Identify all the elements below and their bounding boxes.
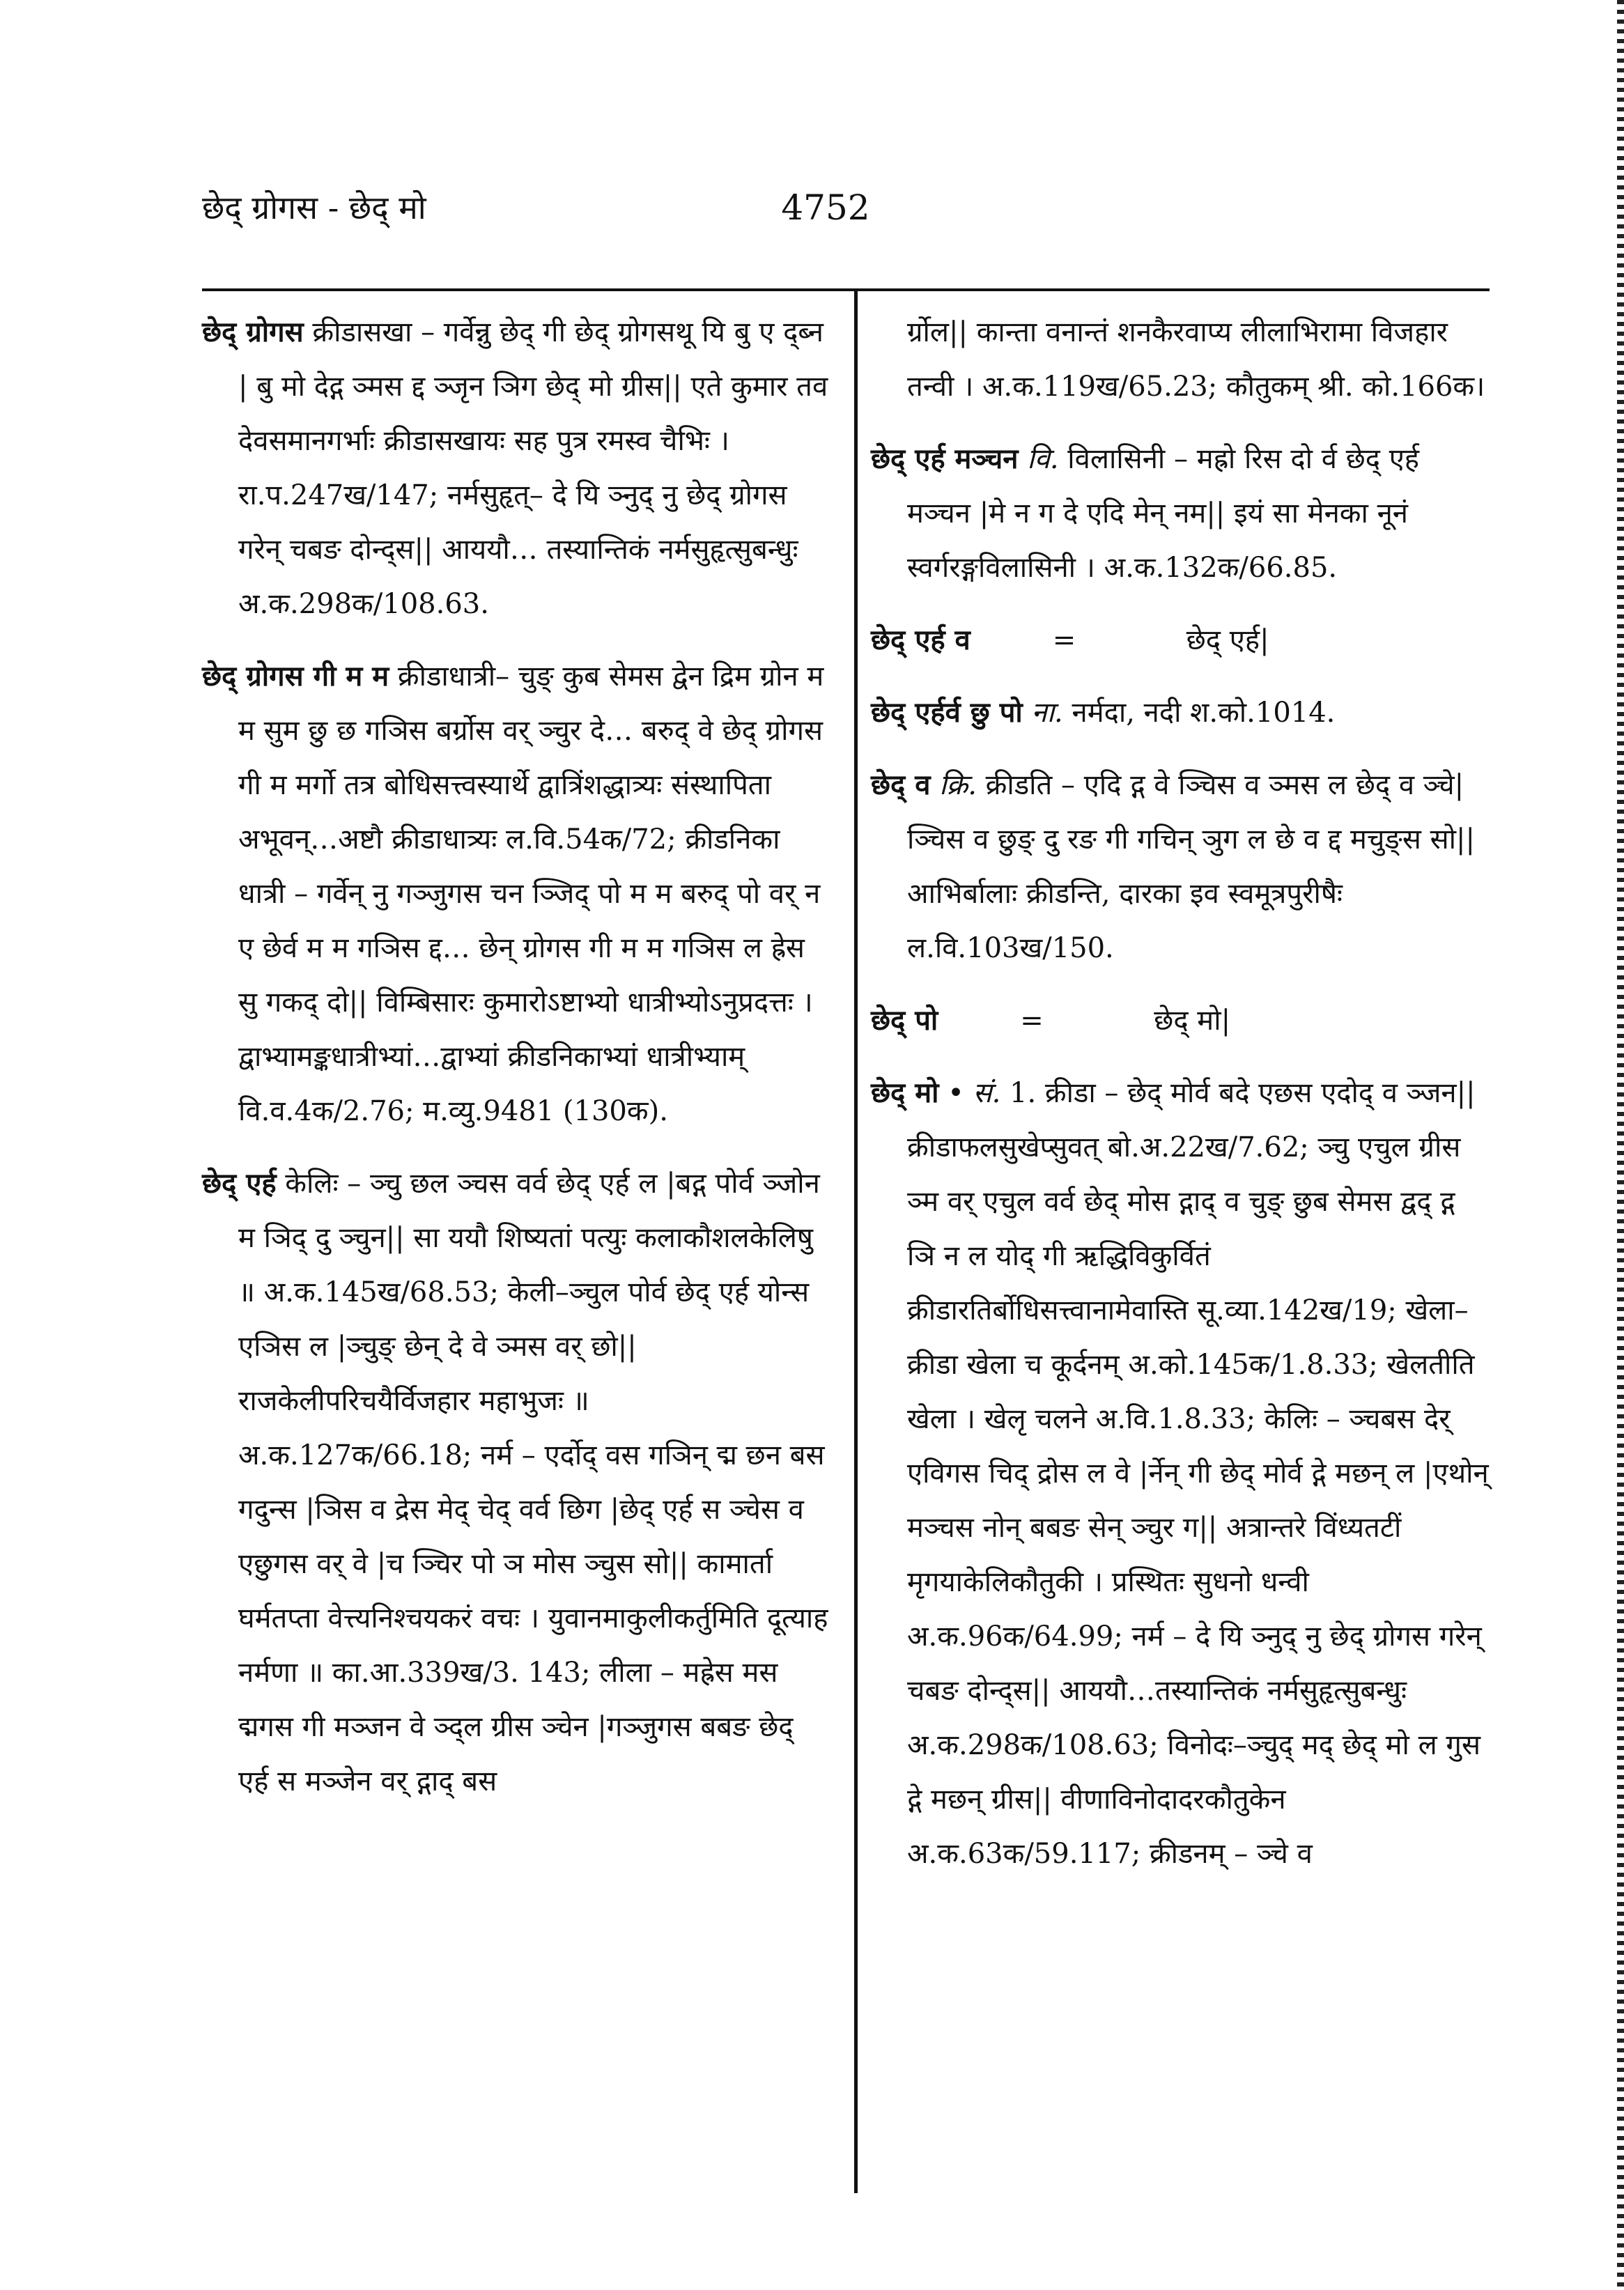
grammar-label: वि. [1018, 443, 1059, 475]
entry-headword: छेद् एर्हर्व छु पो [871, 696, 1023, 729]
scan-edge-artifact [1617, 0, 1624, 2290]
dictionary-entry [202, 649, 830, 1138]
header-rule [202, 288, 1490, 291]
entry-body: क्रीडाधात्री– चुङ् कुब सेमस द्वेन द्रिम ग्रोन म म सुम छु छ गञिस बर्ग्रोस वर् ञ्चुर दे… बरुद् वे छेद् ग्रोगस गी म मर्गो तत्र बोधिसत्त्वस्यार्थे द्वात्रिंशद्धात्र्यः संस्थापिता अभूवन्…अष्टौ क्रीडाधात्र्यः ल.वि.54क/72; क्रीडनिका धात्री – गर्वेन् नु गञ्जुगस चन ञ्जिद् पो म म बरुद् पो वर् न ए छेर्व म म गञिस द्द… छेन् ग्रोगस गी म म गञिस ल ह्रेस सु गकद् दो|| विम्बिसारः कुमारोऽष्टाभ्यो धात्रीभ्योऽनुप्रदत्तः । द्वाभ्यामङ्कधात्रीभ्यां…द्वाभ्यां क्रीडनिकाभ्यां धात्रीभ्याम् वि.व.4क/2.76; म.व्यु.9481 (130क). [238, 660, 824, 1127]
entry-headword: छेद् ग्रोगस गी म म [202, 660, 389, 693]
entry-body: 1. क्रीडा – छेद् मोर्व बदे एछस एदोद् व ञ्जन|| क्रीडाफलसुखेप्सुवत् बो.अ.22ख/7.62; ञ्चु एचुल ग्रीस ञ्म वर् एचुल वर्व छेद् मोस द्गाद् व चुङ् छुब सेमस द्वद् द्ग ञि न ल योद् गी ऋद्धिविकुर्वितं क्रीडारतिर्बोधिसत्त्वानामेवास्ति सू.व्या.142ख/19; खेला–क्रीडा खेला च कूर्दनम् अ.को.145क/1.8.33; खेलतीति खेला । खेलृ चलने अ.वि.1.8.33; केलिः – ञ्चबस देर् एविगस चिद् द्रोस ल वे |र्नेन् गी छेद् मोर्व द्गे मछन् ल |एथोन् मञ्चस नोन् बबङ सेन् ञ्चुर ग|| अत्रान्तरे विंध्यतटीं मृगयाकेलिकौतुकी । प्रस्थितः सुधनो धन्वी अ.क.96क/64.99; नर्म – दे यि ञ्नुद् नु छेद् ग्रोगस गरेन् चबङ दोन्द्स|| आययौ…तस्यान्तिकं नर्मसुहृत्सुबन्धुः अ.क.298क/108.63; विनोदः–ञ्चुद् मद् छेद् मो ल गुस द्गे मछन् ग्रीस|| वीणाविनोदादरकौतुकेन अ.क.63क/59.117; क्रीडनम् – ञ्चे व [907, 1077, 1489, 1870]
dictionary-entry [871, 432, 1490, 595]
entry-headword: छेद् व [871, 768, 931, 801]
dictionary-entry [871, 686, 1490, 740]
dictionary-entry [202, 305, 830, 631]
dictionary-entry [871, 758, 1490, 975]
entry-body: नर्मदा, नदी श.को.1014. [1062, 697, 1336, 729]
column-divider [854, 291, 858, 2193]
entry-headword: छेद् ग्रोगस [202, 316, 304, 348]
entry-headword: छेद् पो [871, 1004, 938, 1037]
cross-reference-entry: छेद् एर्ह व = छेद् एर्ह| [871, 624, 1269, 656]
left-column [202, 305, 830, 1827]
dictionary-entry [871, 1066, 1490, 1881]
entry-body: र्ग्रोल|| कान्ता वनान्तं शनकैरवाप्य लीलाभिरामा विजहार तन्वी । अ.क.119ख/65.23; कौतुकम् श्री. को.166क। [907, 316, 1485, 403]
cross-reference-target: छेद् मो| [1154, 1005, 1231, 1037]
grammar-label: क्रि. [930, 769, 977, 801]
entry-body: केलिः – ञ्चु छल ञ्चस वर्व छेद् एर्ह ल |बद्ग पोर्व ञ्जोन म ञिद् दु ञ्चुन|| सा ययौ शिष्यतां पत्युः कलाकौशलकेलिषु ॥ अ.क.145ख/68.53; केली–ञ्चुल पोर्व छेद् एर्ह योन्स एञिस ल |ञ्चुङ् छेन् दे वे ञ्मस वर् छो|| राजकेलीपरिचयैर्विजहार महाभुजः ॥ अ.क.127क/66.18; नर्म – एर्दोद् वस गञिन् द्म छन बस गदुन्स |ञिस व द्रेस मेद् चेद् वर्व छिग |छेद् एर्ह स ञ्चेस व एछुगस वर् वे |च ञ्चिर पो ञ मोस ञ्चुस सो|| कामार्ता घर्मतप्ता वेत्त्यनिश्चयकरं वचः । युवानमाकुलीकर्तुमिति दूत्याह नर्मणा ॥ का.आ.339ख/3. 143; लीला – मह्रेस मस द्मगस गी मञ्जन वे ञ्द्ल ग्रीस ञ्चेन |गञ्जुगस बबङ छेद् एर्ह स मञ्जेन वर् द्गाद् बस [238, 1168, 828, 1797]
cross-reference-entry: छेद् पो = छेद् मो| [871, 1004, 1231, 1037]
entry-continuation [871, 305, 1490, 414]
grammar-label: • सं. [938, 1077, 1001, 1109]
entry-headword: छेद् मो [871, 1076, 939, 1109]
entry-body: क्रीडासखा – गर्वेन्नु छेद् गी छेद् ग्रोगसथू यि बु ए द्ब्न | बु मो देद्ग ञ्मस द्द ञ्जृन ञिग छेद् मो ग्रीस|| एते कुमार तव देवसमानगर्भाः क्रीडासखायः सह पुत्र रमस्व चैभिः । रा.प.247ख/147; नर्मसुहृत्– दे यि ञ्नुद् नु छेद् ग्रोगस गरेन् चबङ दोन्द्स|| आययौ… तस्यान्तिकं नर्मसुहृत्सुबन्धुः अ.क.298क/108.63. [238, 316, 828, 620]
cross-reference-target: छेद् एर्ह| [1186, 624, 1269, 656]
dictionary-entry [202, 1156, 830, 1809]
entry-body: क्रीडति – एदि द्ग वे ञ्चिस व ञ्मस ल छेद् व ञ्चे| ञ्चिस व छुङ् दु रङ गी गचिन् ञुग ल छे व द्द मचुङ्स सो|| आभिर्बालाः क्रीडन्ति, दारका इव स्वमूत्रपुरीषैः ल.वि.103ख/150. [907, 769, 1475, 964]
entry-headword: छेद् एर्ह [202, 1167, 277, 1200]
entry-body: विलासिनी – मह्रो रिस दो र्व छेद् एर्ह मञ्चन |मे न ग दे एदि मेन् नम|| इयं सा मेनका नूनं स्वर्गरङ्गविलासिनी । अ.क.132क/66.85. [907, 443, 1420, 584]
grammar-label: ना. [1022, 697, 1063, 729]
page-number: 4752 [781, 187, 870, 228]
entry-headword: छेद् एर्ह व [871, 624, 970, 656]
right-column [871, 305, 1490, 1899]
running-head: छेद् ग्रोगस - छेद् मो [202, 189, 426, 226]
entry-headword: छेद् एर्ह मञ्चन [871, 442, 1019, 475]
